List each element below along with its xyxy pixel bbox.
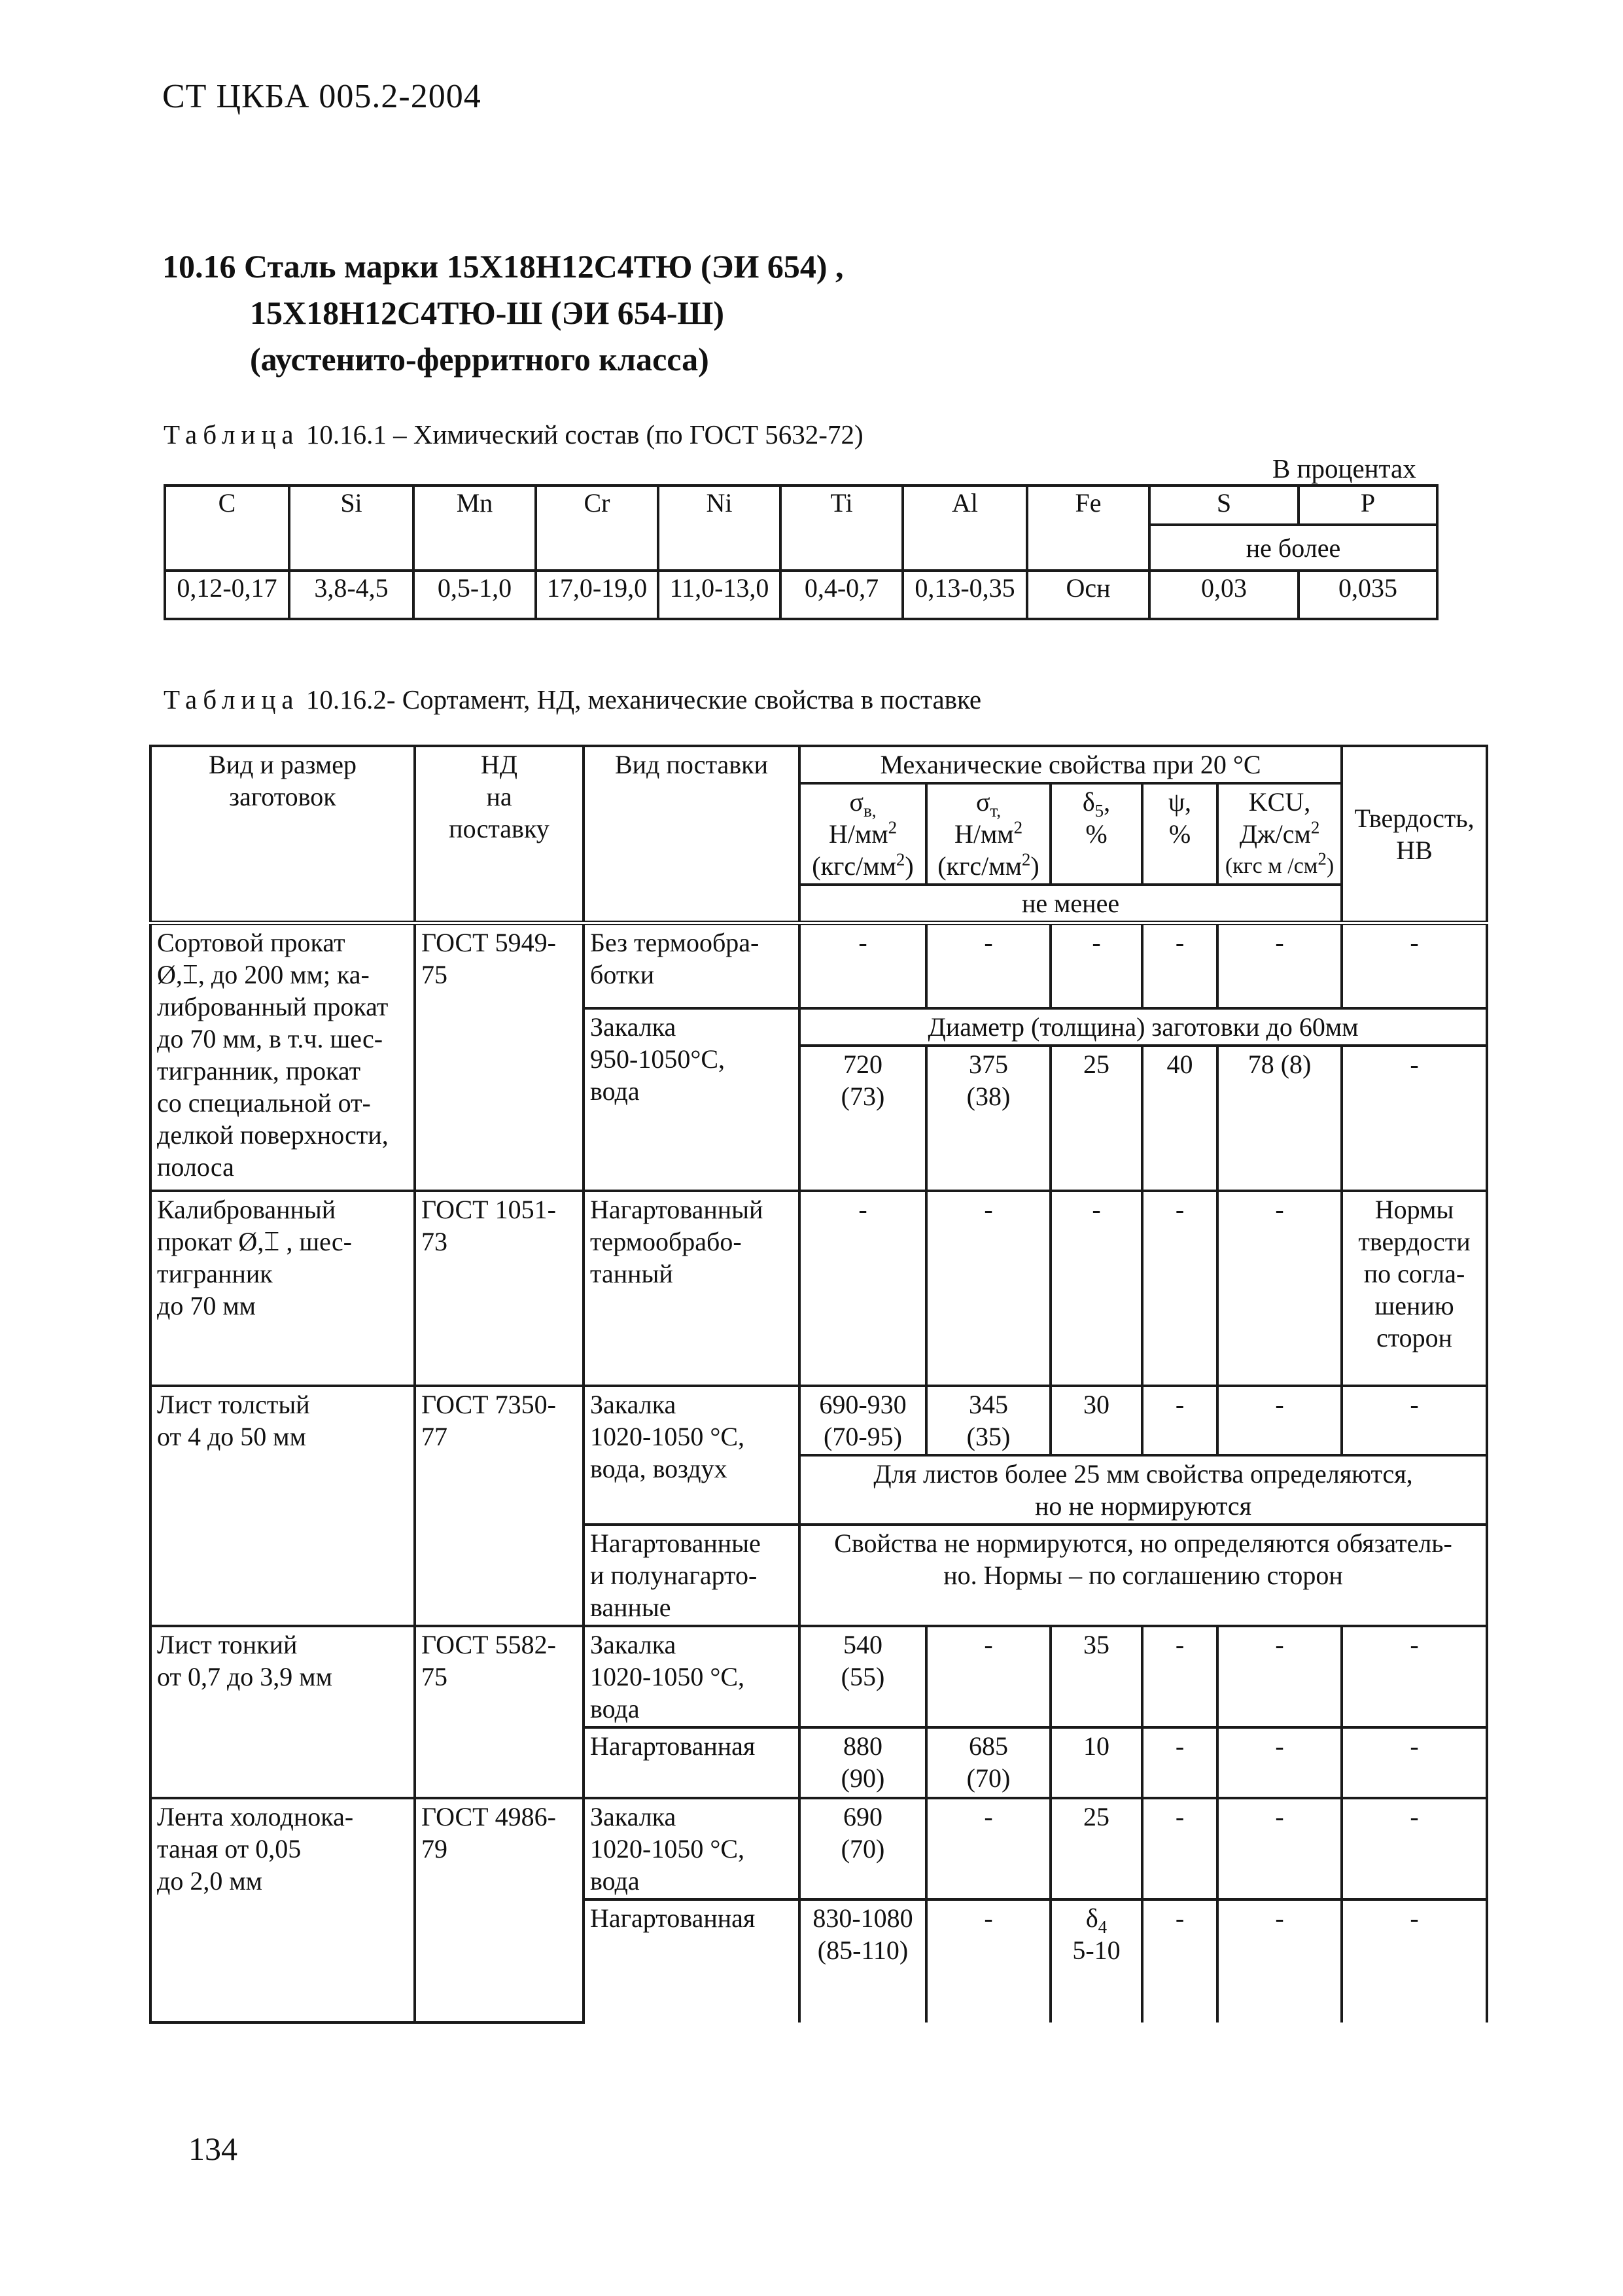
unit: ) [1030,851,1039,881]
table1-cell: 0,03 [1149,571,1299,619]
unit: (кгс м /см [1225,854,1318,878]
table1-cell: 3,8-4,5 [289,571,413,619]
header-kcu [1217,783,1342,885]
table-cell: - [1217,1899,1342,2022]
cell-line: 950-1050°С, [590,1044,725,1074]
unit: % [1168,819,1191,849]
header-sigma-t [926,783,1051,885]
unit: Дж/см [1239,819,1311,849]
table1-cell: 0,5-1,0 [413,571,536,619]
cell-line: вода, воздух [590,1453,727,1483]
row4-supply-b: Нагартованная [584,1727,799,1798]
table-cell [926,1727,1051,1798]
table-row [150,1798,1487,1899]
unit: ) [905,851,914,881]
table-cell: 10 [1051,1727,1142,1798]
cell-line: твердости [1358,1226,1471,1256]
comma: , [1104,787,1111,817]
cell-line: вода [590,1693,640,1723]
unit: (кгс/мм [812,851,896,881]
cell-line: Без термообра- [590,928,759,957]
table-cell: - [1142,1798,1217,1899]
table-cell: - [1217,1727,1342,1798]
table-cell: - [1342,923,1487,1008]
table-row [150,923,1487,1008]
table1-cell: 0,035 [1299,571,1437,619]
table-cell: - [1217,1626,1342,1727]
subscript: 4 [1098,1916,1108,1937]
unit: ) [1326,854,1335,878]
cell-line: 685 [969,1731,1008,1761]
header-psi [1142,783,1217,885]
cell-line: (35) [966,1421,1011,1451]
unit: Н/мм [828,819,888,849]
table1-col-s: S [1149,486,1299,525]
table-cell: - [1342,1626,1487,1727]
header-delta5 [1051,783,1142,885]
sigma-symbol: σ [975,787,990,817]
table-cell: - [1142,1626,1217,1727]
table1-cell: Осн [1027,571,1149,619]
table-cell [799,1386,926,1455]
table1-header-row [165,486,1437,525]
cell-line: Нагартованный [590,1194,763,1224]
header-line: HB [1396,835,1433,865]
cell-line: танный [590,1258,673,1288]
header-blank-type [150,746,415,923]
row1-blank [150,923,415,1191]
table-cell: - [1142,923,1217,1008]
header-line: Твердость, [1354,803,1475,833]
section-title [162,243,844,383]
row2-supply [584,1191,799,1386]
cell-line: термообрабо- [590,1226,742,1256]
cell-line: (70) [966,1763,1011,1793]
table-cell [1051,1899,1142,2022]
cell-line: (55) [841,1661,885,1691]
row1-supply-a [584,923,799,1008]
row4-nd: ГОСТ 5582-75 [415,1626,584,1798]
row1-supply-b [584,1008,799,1191]
table-cell: - [1142,1899,1217,2022]
table-cell: - [1217,1798,1342,1899]
header-line: на [486,782,512,811]
row4-supply-a [584,1626,799,1727]
cell-line: 1020-1050 °С, [590,1661,744,1691]
table-cell: - [1051,1191,1142,1386]
table1-col-al: Al [903,486,1027,571]
table-cell: - [926,1899,1051,2022]
cell-line: 720 [843,1049,882,1079]
unit: % [1085,819,1108,849]
table2-header-row [150,746,1487,783]
table-cell: 30 [1051,1386,1142,1455]
table2-caption-text: 10.16.2- Сортамент, НД, механические свойства в поставке [305,684,982,715]
table1-col-si: Si [289,486,413,571]
cell-line: шению [1374,1290,1454,1320]
table-cell: - [1342,1046,1487,1191]
cell-line: (38) [966,1081,1011,1111]
cell-line: Закалка [590,1629,676,1659]
table1-col-p: P [1299,486,1437,525]
table-cell [799,1046,926,1191]
cell-line: полоса [157,1152,234,1182]
cell-line: вода [590,1076,640,1106]
table-cell: - [1142,1386,1217,1455]
table-row [150,1191,1487,1386]
cell-line: сторон [1376,1322,1453,1352]
cell-line: Закалка [590,1801,676,1831]
row2-hardness [1342,1191,1487,1386]
unit: Н/мм [954,819,1014,849]
cell-line: либрованный прокат [157,992,389,1021]
row2-nd: ГОСТ 1051-73 [415,1191,584,1386]
superscript: 2 [1310,817,1320,838]
superscript: 2 [896,849,905,870]
cell-line: Сортовой прокат [157,928,345,957]
table-cell: - [1342,1798,1487,1899]
table-cell: - [1217,1386,1342,1455]
cell-line: прокат Ø,⌶ , шес- [157,1226,352,1256]
header-line: НД [480,750,518,779]
table-cell: 25 [1051,1046,1142,1191]
table-cell: - [1142,1191,1217,1386]
cell-line: 375 [969,1049,1008,1079]
header-line: поставку [449,814,550,843]
table-cell: - [1051,923,1142,1008]
cell-line: таная от 0,05 [157,1833,302,1863]
row5-supply-b: Нагартованная [584,1899,799,2022]
header-not-less: не менее [799,885,1342,923]
cell-line: (70-95) [824,1421,902,1451]
cell-line: но не нормируются [1034,1491,1252,1521]
cell-line: Для листов более 25 мм свойства определяются, [873,1458,1413,1489]
cell-line: 1020-1050 °С, [590,1833,744,1863]
table-row [150,1386,1487,1455]
table-cell: 25 [1051,1798,1142,1899]
table1-sub-note: не более [1149,525,1437,571]
table1-col-ni: Ni [658,486,780,571]
row3-note-b [799,1525,1487,1626]
cell-line: со специальной от- [157,1088,371,1118]
cell-line: но. Нормы – по соглашению сторон [943,1560,1343,1590]
header-mechanical-properties: Механические свойства при 20 °С [799,746,1342,783]
header-supply-type: Вид поставки [584,746,799,923]
delta-symbol: δ [1082,787,1095,817]
table-cell: - [1217,1191,1342,1386]
cell-line: по согла- [1363,1258,1465,1288]
psi-symbol: ψ, [1168,787,1192,817]
kcu-symbol: KCU, [1248,787,1311,817]
table-cell: - [799,1191,926,1386]
table-cell: - [926,1626,1051,1727]
unit: (кгс/мм [937,851,1022,881]
row1-diameter-note: Диаметр (толщина) заготовки до 60мм [799,1008,1487,1046]
table-cell: - [1342,1386,1487,1455]
cell-line: 5-10 [1072,1935,1121,1965]
cell-line: ботки [590,960,655,989]
row3-note-a [799,1455,1487,1525]
table2-caption-label: Таблица [164,684,300,715]
delta-symbol: δ [1085,1903,1098,1933]
cell-line: (85-110) [817,1935,909,1965]
row4-blank [150,1626,415,1798]
table1-col-ti: Ti [780,486,903,571]
row5-supply-a [584,1798,799,1899]
cell-line: ванные [590,1592,671,1622]
table1-cell: 0,4-0,7 [780,571,903,619]
cell-line: Нагартованные [590,1528,761,1558]
section-title-line-1: 10.16 Сталь марки 15Х18Н12С4ТЮ (ЭИ 654) , [162,248,844,285]
table1-cell: 0,13-0,35 [903,571,1027,619]
table1-col-mn: Mn [413,486,536,571]
cell-line: до 2,0 мм [157,1865,262,1896]
cell-line: тигранник, прокат [157,1056,361,1086]
table-cell: - [926,1191,1051,1386]
subscript: т, [990,801,1002,821]
cell-line: Закалка [590,1012,676,1042]
table-cell: 40 [1142,1046,1217,1191]
cell-line: от 0,7 до 3,9 мм [157,1661,332,1691]
table-cell [799,1798,926,1899]
section-title-line-3: (аустенито-ферритного класса) [250,341,709,378]
table-cell: - [799,923,926,1008]
table1-cell: 0,12-0,17 [165,571,289,619]
cell-line: Свойства не нормируются, но определяются обязатель- [834,1528,1452,1558]
cell-line: Лист толстый [157,1389,310,1419]
document-code: СТ ЦКБА 005.2-2004 [162,78,481,115]
chemical-composition-table [164,484,1439,620]
header-line: Вид и размер [209,750,357,779]
cell-line: вода [590,1865,640,1896]
table-cell: 35 [1051,1626,1142,1727]
table-cell: 78 (8) [1217,1046,1342,1191]
cell-line: (73) [841,1081,885,1111]
table1-unit-note: В процентах [1272,453,1416,484]
table-cell [926,1046,1051,1191]
header-line: заготовок [229,782,336,811]
mechanical-properties-table [149,745,1488,2024]
section-title-line-2: 15Х18Н12С4ТЮ-Ш (ЭИ 654-Ш) [250,294,724,331]
cell-line: 880 [843,1731,882,1761]
cell-line: Калиброванный [157,1194,336,1224]
sigma-symbol: σ [849,787,864,817]
cell-line: Закалка [590,1389,676,1419]
superscript: 2 [1013,817,1023,838]
table1-value-row [165,571,1437,619]
table-cell [799,1727,926,1798]
cell-line: и полунагарто- [590,1560,758,1590]
cell-line: Ø,⌶, до 200 мм; ка- [157,960,370,989]
table-cell: - [1342,1899,1487,2022]
row5-nd: ГОСТ 4986-79 [415,1798,584,2022]
cell-line: до 70 мм [157,1290,256,1320]
table1-col-fe: Fe [1027,486,1149,571]
table-cell [799,1899,926,2022]
subscript: в, [864,801,877,821]
cell-line: тигранник [157,1258,273,1288]
header-nd [415,746,584,923]
table-cell: - [1342,1727,1487,1798]
table-cell [799,1626,926,1727]
row3-supply-a [584,1386,799,1525]
table-cell: - [926,923,1051,1008]
cell-line: (70) [841,1833,885,1863]
table1-caption-text: 10.16.1 – Химический состав (по ГОСТ 5632-72) [305,419,864,450]
cell-line: 540 [843,1629,882,1659]
cell-line: 690 [843,1801,882,1831]
cell-line: Лист тонкий [157,1629,298,1659]
row2-blank [150,1191,415,1386]
cell-line: Лента холоднока- [157,1801,354,1831]
row3-nd: ГОСТ 7350-77 [415,1386,584,1626]
page-number: 134 [188,2130,237,2167]
row5-blank [150,1798,415,2022]
superscript: 2 [1021,849,1031,870]
table1-caption-label: Таблица [164,419,300,450]
table-cell: - [1142,1727,1217,1798]
cell-line: до 70 мм, в т.ч. шес- [157,1024,383,1053]
table1-caption [164,419,864,450]
table1-col-c: С [165,486,289,571]
row3-supply-b [584,1525,799,1626]
cell-line: от 4 до 50 мм [157,1421,306,1451]
table-row [150,1626,1487,1727]
table-cell: - [926,1798,1051,1899]
row3-blank [150,1386,415,1626]
table-cell: - [1217,923,1342,1008]
cell-line: делкой поверхности, [157,1120,389,1150]
superscript: 2 [1318,849,1327,869]
cell-line: 1020-1050 °С, [590,1421,744,1451]
row1-nd: ГОСТ 5949-75 [415,923,584,1191]
subscript: 5 [1094,801,1104,821]
cell-line: 690-930 [819,1389,907,1419]
table1-cell: 17,0-19,0 [536,571,658,619]
header-hardness [1342,746,1487,923]
table-cell [926,1386,1051,1455]
cell-line: Нормы [1374,1194,1454,1224]
cell-line: 345 [969,1389,1008,1419]
cell-line: (90) [841,1763,885,1793]
header-sigma-b [799,783,926,885]
table1-cell: 11,0-13,0 [658,571,780,619]
table2-caption [164,684,981,715]
cell-line: 830-1080 [812,1903,913,1933]
superscript: 2 [888,817,898,838]
table1-col-cr: Cr [536,486,658,571]
